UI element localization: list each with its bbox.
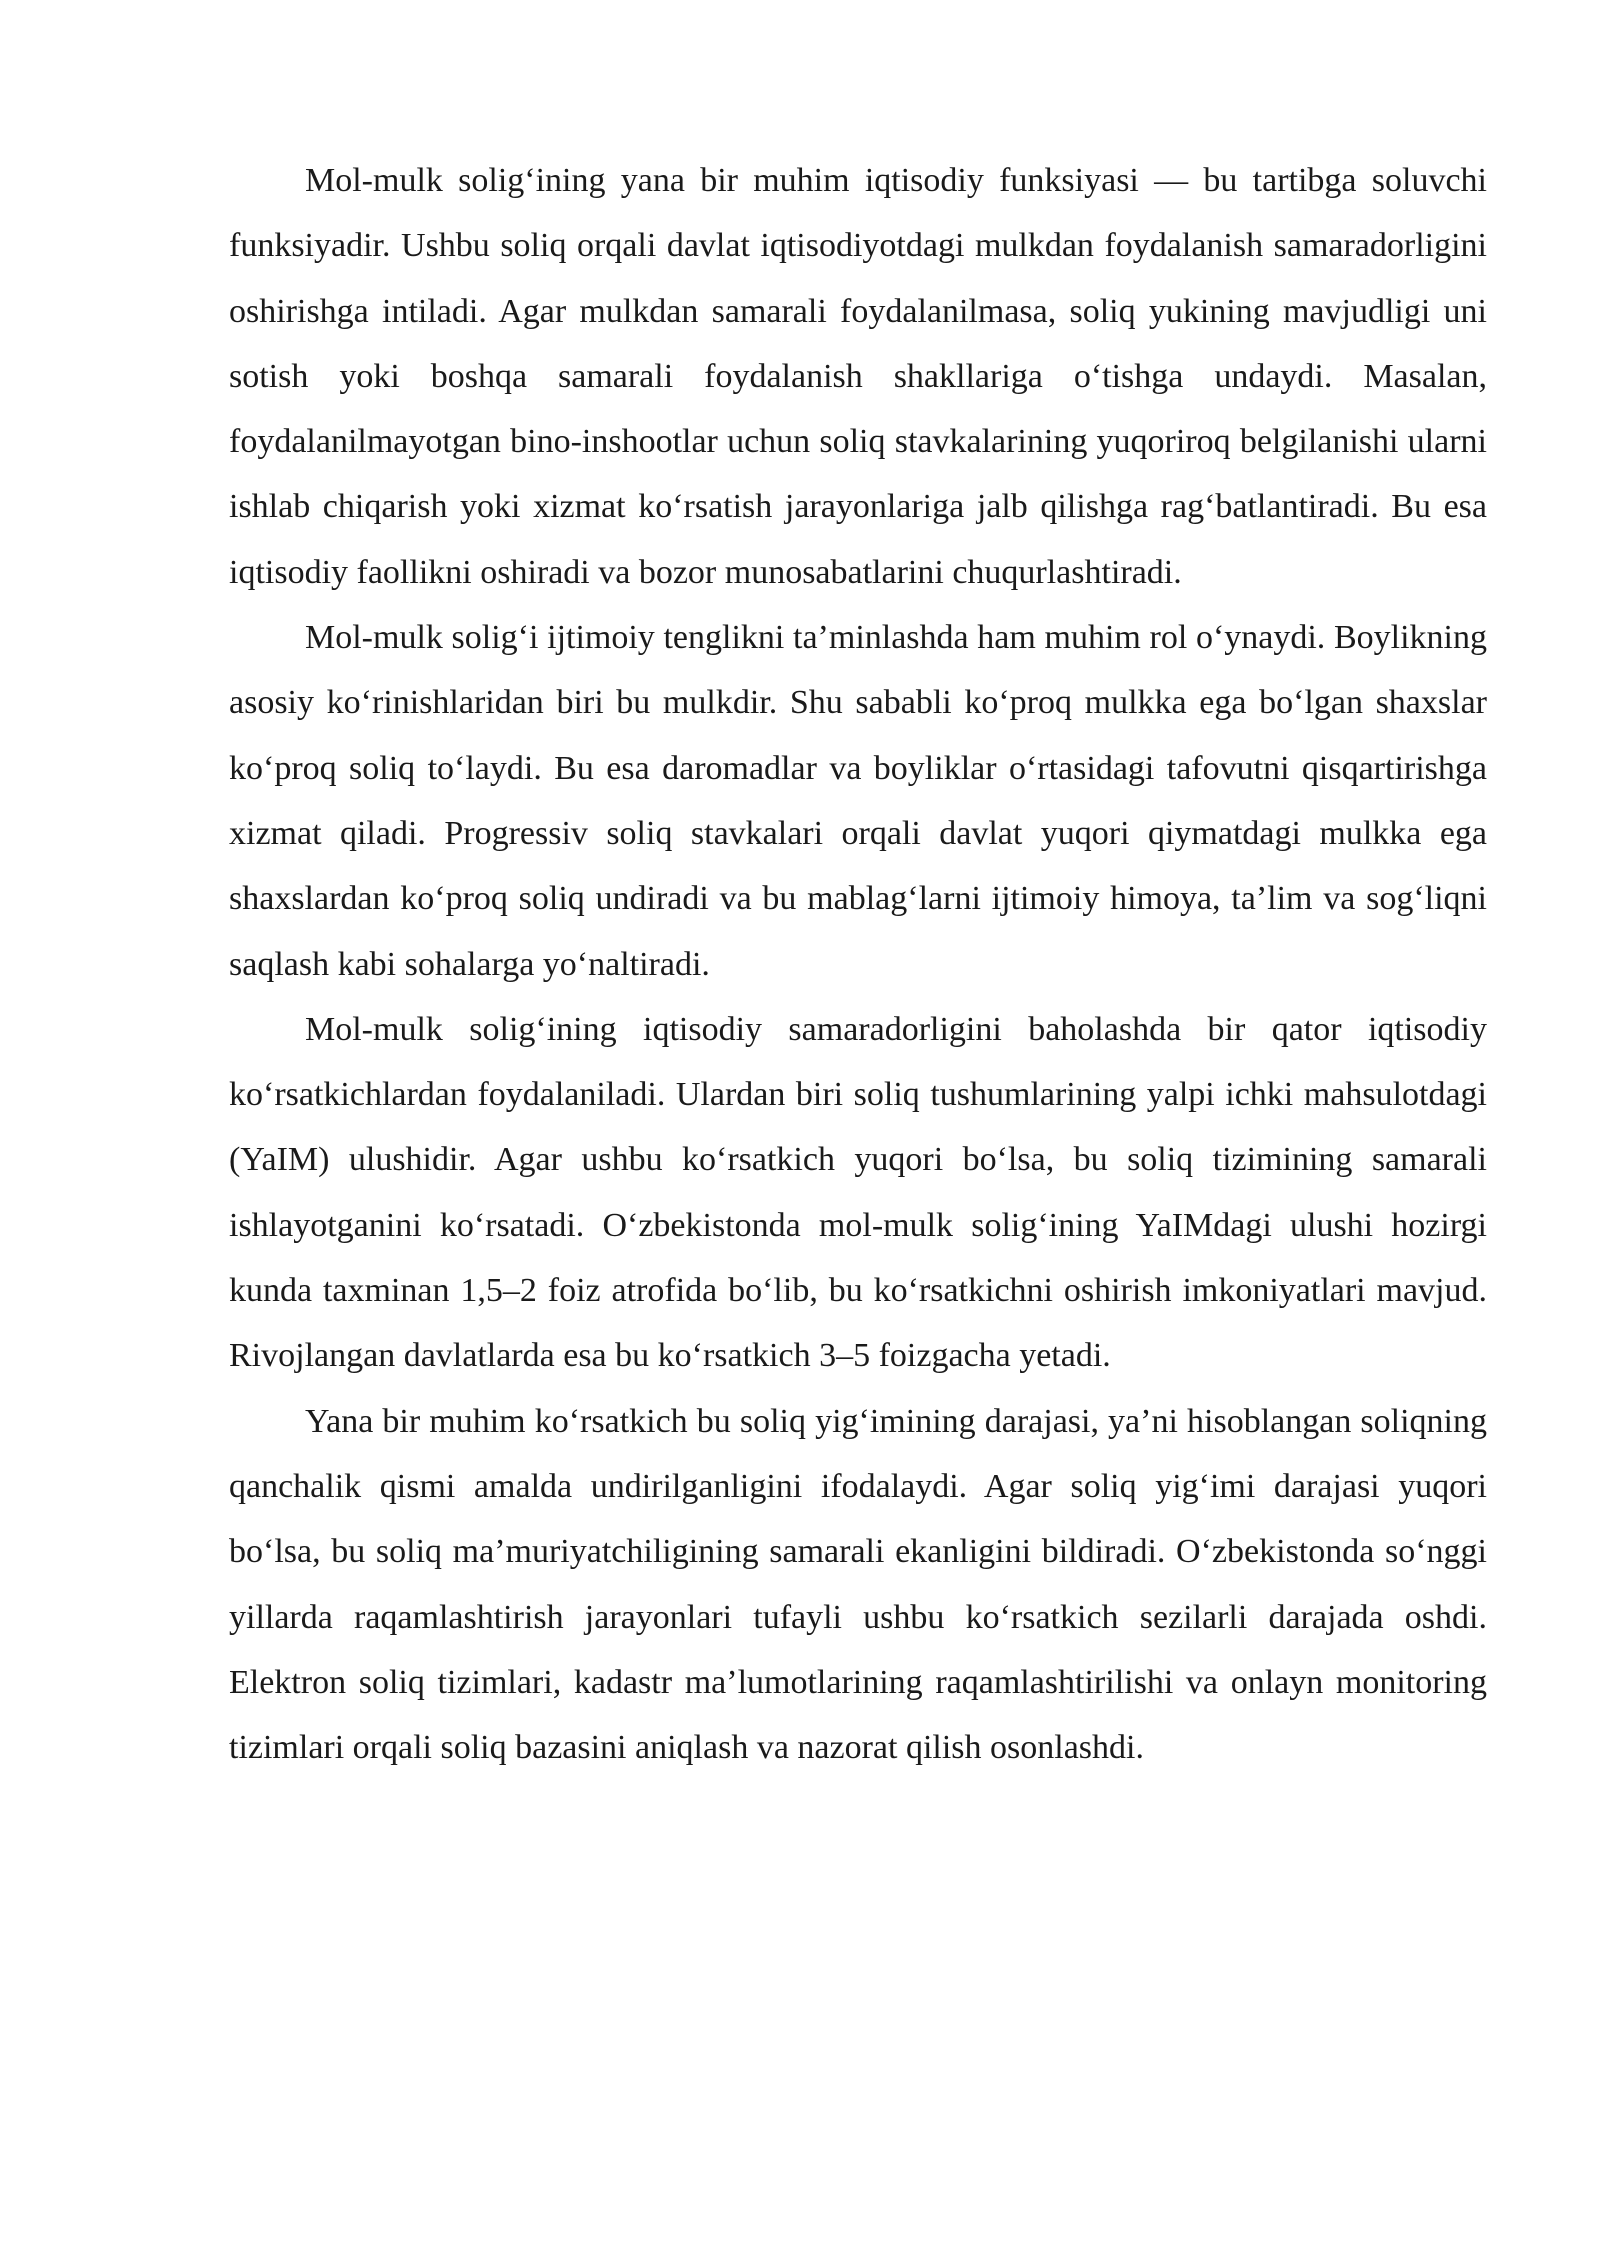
paragraph-collection-rate: Yana bir muhim ko‘rsatkich bu soliq yig‘imining darajasi, ya’ni hisoblangan soliqning qanchalik qismi amalda undirilganligini ifodalaydi. Agar soliq yig‘imi darajasi yuqori bo‘lsa, bu soliq ma’muriyatchiligining samarali ekanligini bildiradi. O‘zbekistonda so‘nggi yillarda raqamlashtirish jarayonlari tufayli ushbu ko‘rsatkich sezilarli darajada oshdi. Elektron soliq tizimlari, kadastr ma’lumotlarining raqamlashtirilishi va onlayn monitoring tizimlari orqali soliq bazasini aniqlash va nazorat qilish osonlashdi. [229, 1402, 1487, 1767]
document-page [229, 148, 1487, 1780]
paragraph-social-equality: Mol-mulk solig‘i ijtimoiy tenglikni ta’minlashda ham muhim rol o‘ynaydi. Boylikning asosiy ko‘rinishlaridan biri bu mulkdir. Shu sababli ko‘proq mulkka ega bo‘lgan shaxslar ko‘proq soliq to‘laydi. Bu esa daromadlar va boyliklar o‘rtasidagi tafovutni qisqartirishga xizmat qiladi. Progressiv soliq stavkalari orqali davlat yuqori qiymatdagi mulkka ega shaxslardan ko‘proq soliq undiradi va bu mablag‘larni ijtimoiy himoya, ta’lim va sog‘liqni saqlash kabi sohalarga yo‘naltiradi. [229, 619, 1487, 983]
paragraph-economic-efficiency: Mol-mulk solig‘ining iqtisodiy samaradorligini baholashda bir qator iqtisodiy ko‘rsatkichlardan foydalaniladi. Ulardan biri soliq tushumlarining yalpi ichki mahsulotdagi (YaIM) ulushidir. Agar ushbu ko‘rsatkich yuqori bo‘lsa, bu soliq tizimining samarali ishlayotganini ko‘rsatadi. O‘zbekistonda mol-mulk solig‘ining YaIMdagi ulushi hozirgi kunda taxminan 1,5–2 foiz atrofida bo‘lib, bu ko‘rsatkichni oshirish imkoniyatlari mavjud. Rivojlangan davlatlarda esa bu ko‘rsatkich 3–5 foizgacha yetadi. [229, 1010, 1487, 1375]
paragraph-regulatory-function: Mol-mulk solig‘ining yana bir muhim iqtisodiy funksiyasi — bu tartibga soluvchi funksiyadir. Ushbu soliq orqali davlat iqtisodiyotdagi mulkdan foydalanish samaradorligini oshirishga intiladi. Agar mulkdan samarali foydalanilmasa, soliq yukining mavjudligi uni sotish yoki boshqa samarali foydalanish shakllariga o‘tishga undaydi. Masalan, foydalanilmayotgan bino-inshootlar uchun soliq stavkalarining yuqoriroq belgilanishi ularni ishlab chiqarish yoki xizmat ko‘rsatish jarayonlariga jalb qilishga rag‘batlantiradi. Bu esa iqtisodiy faollikni oshiradi va bozor munosabatlarini chuqurlashtiradi. [229, 162, 1487, 591]
